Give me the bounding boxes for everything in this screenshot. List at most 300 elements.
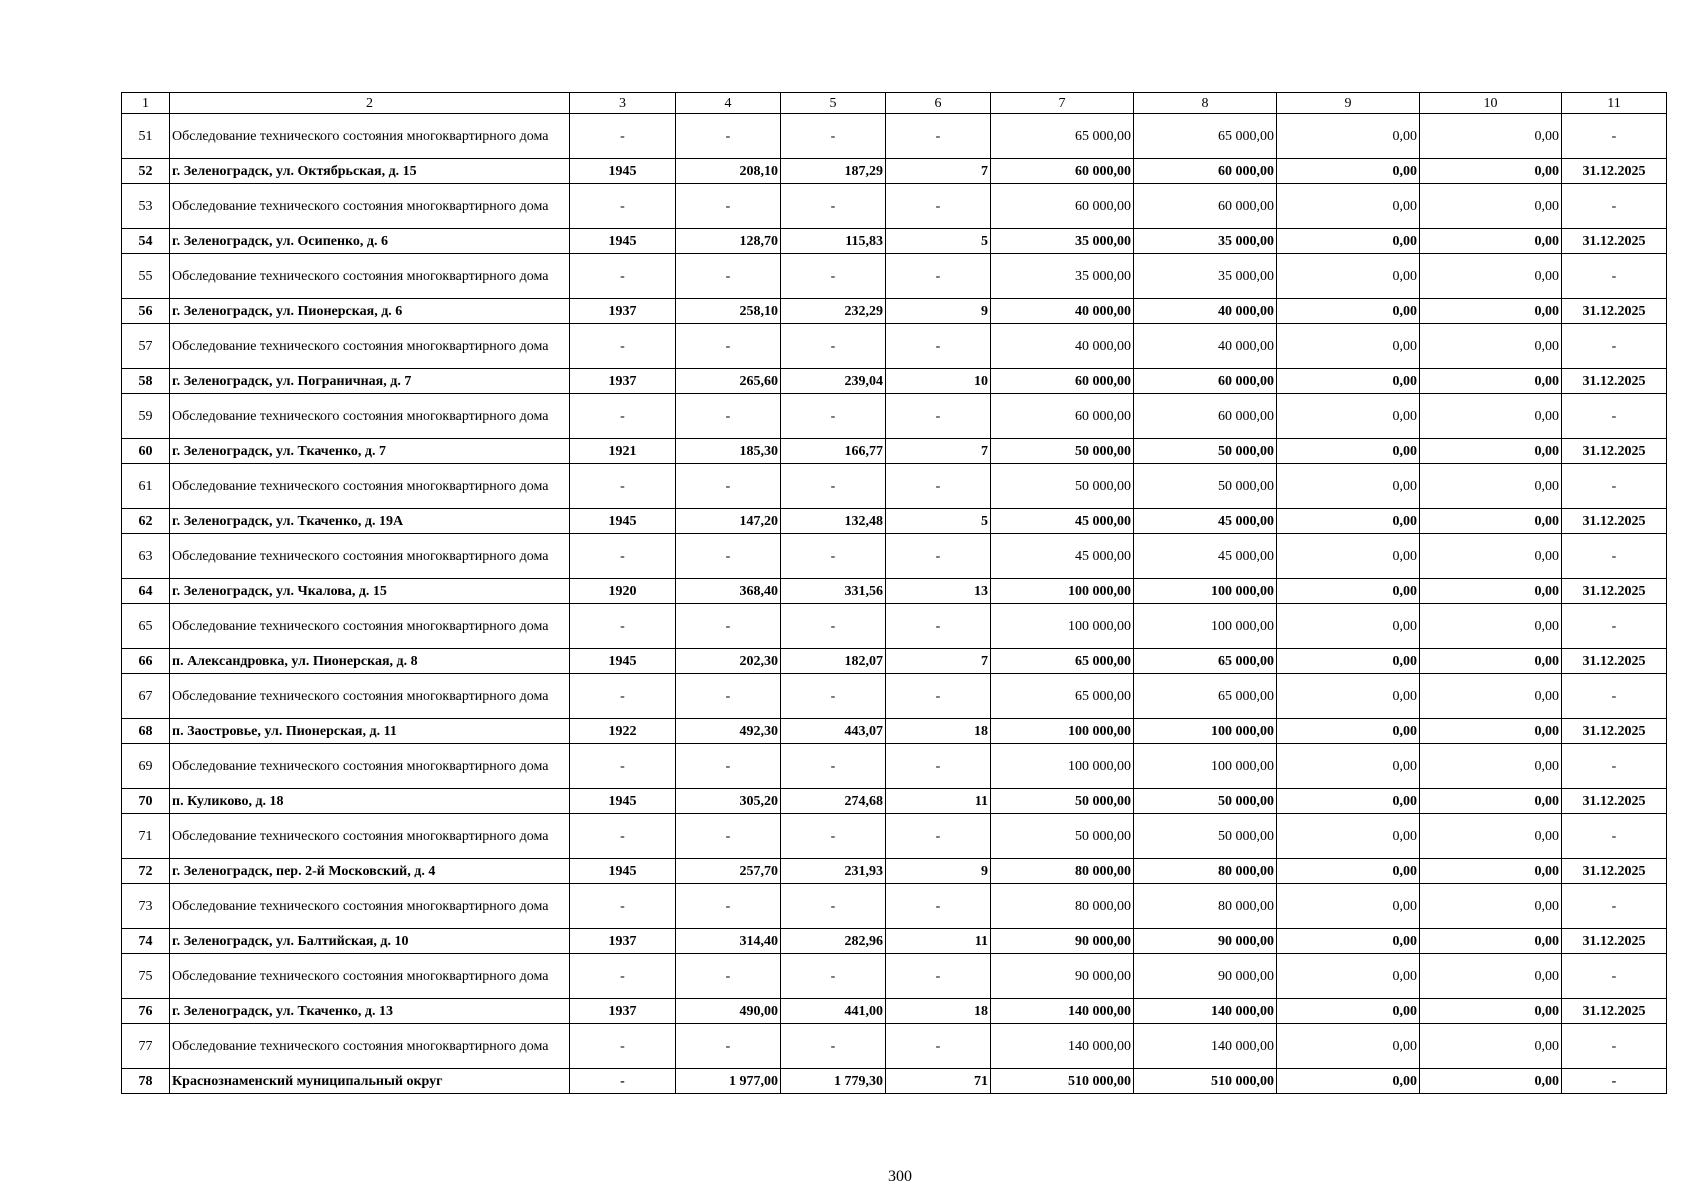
total-cost: 100 000,00 (991, 579, 1134, 604)
living-area: 187,29 (781, 159, 886, 184)
owner-funds: 0,00 (1420, 369, 1562, 394)
local-funds: 0,00 (1277, 1069, 1420, 1094)
apartments-count: - (886, 1024, 991, 1069)
total-area: - (676, 814, 781, 859)
total-area: - (676, 744, 781, 789)
local-funds: 0,00 (1277, 464, 1420, 509)
completion-date: - (1562, 744, 1667, 789)
total-area: - (676, 954, 781, 999)
living-area: - (781, 954, 886, 999)
total-cost: 60 000,00 (991, 369, 1134, 394)
regional-funds: 100 000,00 (1134, 579, 1277, 604)
build-year: - (570, 814, 676, 859)
row-number: 57 (122, 324, 170, 369)
column-number-row (122, 93, 1667, 114)
apartments-count: - (886, 464, 991, 509)
completion-date: 31.12.2025 (1562, 649, 1667, 674)
row-number: 62 (122, 509, 170, 534)
local-funds: 0,00 (1277, 859, 1420, 884)
total-cost: 80 000,00 (991, 859, 1134, 884)
table-row (122, 159, 1667, 184)
living-area: - (781, 814, 886, 859)
total-cost: 50 000,00 (991, 789, 1134, 814)
table-row (122, 464, 1667, 509)
build-year: - (570, 1069, 676, 1094)
apartments-count: - (886, 254, 991, 299)
owner-funds: 0,00 (1420, 254, 1562, 299)
completion-date: - (1562, 954, 1667, 999)
local-funds: 0,00 (1277, 324, 1420, 369)
apartments-count: - (886, 394, 991, 439)
column-number: 9 (1277, 93, 1420, 114)
completion-date: 31.12.2025 (1562, 719, 1667, 744)
apartments-count: 18 (886, 719, 991, 744)
owner-funds: 0,00 (1420, 789, 1562, 814)
local-funds: 0,00 (1277, 159, 1420, 184)
regional-funds: 100 000,00 (1134, 744, 1277, 789)
table-row (122, 184, 1667, 229)
owner-funds: 0,00 (1420, 929, 1562, 954)
row-number: 65 (122, 604, 170, 649)
row-number: 60 (122, 439, 170, 464)
regional-funds: 40 000,00 (1134, 324, 1277, 369)
apartments-count: 5 (886, 229, 991, 254)
total-area: 128,70 (676, 229, 781, 254)
row-number: 51 (122, 114, 170, 159)
row-description: г. Зеленоградск, пер. 2-й Московский, д. 4 (170, 859, 570, 884)
regional-funds: 35 000,00 (1134, 229, 1277, 254)
row-number: 54 (122, 229, 170, 254)
completion-date: - (1562, 814, 1667, 859)
build-year: 1945 (570, 789, 676, 814)
completion-date: 31.12.2025 (1562, 789, 1667, 814)
living-area: 231,93 (781, 859, 886, 884)
column-number: 6 (886, 93, 991, 114)
total-cost: 60 000,00 (991, 394, 1134, 439)
row-description: Обследование технического состояния многоквартирного дома (170, 464, 570, 509)
living-area: 239,04 (781, 369, 886, 394)
owner-funds: 0,00 (1420, 674, 1562, 719)
table-row (122, 859, 1667, 884)
row-description: Обследование технического состояния многоквартирного дома (170, 674, 570, 719)
row-description: Обследование технического состояния многоквартирного дома (170, 184, 570, 229)
total-area: - (676, 254, 781, 299)
local-funds: 0,00 (1277, 299, 1420, 324)
total-area: - (676, 534, 781, 579)
build-year: - (570, 1024, 676, 1069)
row-description: Обследование технического состояния многоквартирного дома (170, 324, 570, 369)
regional-funds: 510 000,00 (1134, 1069, 1277, 1094)
total-cost: 45 000,00 (991, 534, 1134, 579)
page-number: 300 (888, 1168, 912, 1185)
table-row (122, 534, 1667, 579)
regional-funds: 80 000,00 (1134, 884, 1277, 929)
local-funds: 0,00 (1277, 744, 1420, 789)
total-cost: 90 000,00 (991, 954, 1134, 999)
total-cost: 100 000,00 (991, 719, 1134, 744)
row-description: Обследование технического состояния многоквартирного дома (170, 394, 570, 439)
table-row (122, 1024, 1667, 1069)
build-year: 1945 (570, 509, 676, 534)
total-area: - (676, 184, 781, 229)
total-cost: 140 000,00 (991, 999, 1134, 1024)
regional-funds: 140 000,00 (1134, 1024, 1277, 1069)
owner-funds: 0,00 (1420, 814, 1562, 859)
total-area: - (676, 884, 781, 929)
row-number: 69 (122, 744, 170, 789)
total-area: - (676, 114, 781, 159)
completion-date: - (1562, 1069, 1667, 1094)
row-description: г. Зеленоградск, ул. Пограничная, д. 7 (170, 369, 570, 394)
table-row (122, 604, 1667, 649)
table-row (122, 324, 1667, 369)
table-row (122, 254, 1667, 299)
row-description: п. Куликово, д. 18 (170, 789, 570, 814)
table-row (122, 954, 1667, 999)
row-number: 67 (122, 674, 170, 719)
owner-funds: 0,00 (1420, 859, 1562, 884)
regional-funds: 50 000,00 (1134, 814, 1277, 859)
table-row (122, 299, 1667, 324)
total-cost: 35 000,00 (991, 229, 1134, 254)
completion-date: 31.12.2025 (1562, 579, 1667, 604)
total-cost: 90 000,00 (991, 929, 1134, 954)
living-area: 282,96 (781, 929, 886, 954)
row-description: г. Зеленоградск, ул. Ткаченко, д. 13 (170, 999, 570, 1024)
row-description: Обследование технического состояния многоквартирного дома (170, 534, 570, 579)
owner-funds: 0,00 (1420, 229, 1562, 254)
table-row (122, 114, 1667, 159)
owner-funds: 0,00 (1420, 719, 1562, 744)
total-cost: 65 000,00 (991, 649, 1134, 674)
local-funds: 0,00 (1277, 114, 1420, 159)
table-row (122, 814, 1667, 859)
row-number: 73 (122, 884, 170, 929)
row-description: Обследование технического состояния многоквартирного дома (170, 1024, 570, 1069)
total-cost: 65 000,00 (991, 674, 1134, 719)
row-description: Обследование технического состояния многоквартирного дома (170, 114, 570, 159)
apartments-count: 9 (886, 299, 991, 324)
table-row (122, 649, 1667, 674)
local-funds: 0,00 (1277, 719, 1420, 744)
completion-date: - (1562, 464, 1667, 509)
completion-date: 31.12.2025 (1562, 999, 1667, 1024)
table-row (122, 674, 1667, 719)
living-area: - (781, 114, 886, 159)
apartments-count: 18 (886, 999, 991, 1024)
owner-funds: 0,00 (1420, 394, 1562, 439)
apartments-count: 11 (886, 929, 991, 954)
build-year: 1945 (570, 649, 676, 674)
completion-date: 31.12.2025 (1562, 369, 1667, 394)
row-number: 75 (122, 954, 170, 999)
row-description: Краснознаменский муниципальный округ (170, 1069, 570, 1094)
local-funds: 0,00 (1277, 1024, 1420, 1069)
total-area: 257,70 (676, 859, 781, 884)
table-row (122, 1069, 1667, 1094)
column-number: 1 (122, 93, 170, 114)
total-area: 490,00 (676, 999, 781, 1024)
completion-date: - (1562, 114, 1667, 159)
regional-funds: 60 000,00 (1134, 394, 1277, 439)
living-area: - (781, 1024, 886, 1069)
build-year: - (570, 744, 676, 789)
regional-funds: 140 000,00 (1134, 999, 1277, 1024)
owner-funds: 0,00 (1420, 509, 1562, 534)
completion-date: - (1562, 534, 1667, 579)
total-cost: 60 000,00 (991, 184, 1134, 229)
row-description: г. Зеленоградск, ул. Чкалова, д. 15 (170, 579, 570, 604)
row-number: 72 (122, 859, 170, 884)
row-number: 64 (122, 579, 170, 604)
row-number: 53 (122, 184, 170, 229)
apartments-count: 5 (886, 509, 991, 534)
local-funds: 0,00 (1277, 789, 1420, 814)
completion-date: - (1562, 884, 1667, 929)
regional-funds: 65 000,00 (1134, 674, 1277, 719)
table-row (122, 789, 1667, 814)
local-funds: 0,00 (1277, 579, 1420, 604)
build-year: - (570, 324, 676, 369)
row-number: 71 (122, 814, 170, 859)
owner-funds: 0,00 (1420, 579, 1562, 604)
table-body (122, 93, 1667, 1094)
build-year: 1937 (570, 369, 676, 394)
completion-date: - (1562, 674, 1667, 719)
total-cost: 140 000,00 (991, 1024, 1134, 1069)
regional-funds: 40 000,00 (1134, 299, 1277, 324)
local-funds: 0,00 (1277, 369, 1420, 394)
completion-date: 31.12.2025 (1562, 299, 1667, 324)
total-area: 1 977,00 (676, 1069, 781, 1094)
build-year: 1937 (570, 929, 676, 954)
column-number: 2 (170, 93, 570, 114)
regional-funds: 100 000,00 (1134, 719, 1277, 744)
table-row (122, 369, 1667, 394)
row-description: Обследование технического состояния многоквартирного дома (170, 954, 570, 999)
living-area: 232,29 (781, 299, 886, 324)
apartments-count: 13 (886, 579, 991, 604)
column-number: 4 (676, 93, 781, 114)
owner-funds: 0,00 (1420, 744, 1562, 789)
column-number: 10 (1420, 93, 1562, 114)
build-year: 1945 (570, 229, 676, 254)
regional-funds: 90 000,00 (1134, 954, 1277, 999)
living-area: - (781, 254, 886, 299)
local-funds: 0,00 (1277, 999, 1420, 1024)
table-row (122, 394, 1667, 439)
total-area: - (676, 604, 781, 649)
living-area: 331,56 (781, 579, 886, 604)
living-area: 115,83 (781, 229, 886, 254)
total-area: 265,60 (676, 369, 781, 394)
total-cost: 510 000,00 (991, 1069, 1134, 1094)
row-number: 68 (122, 719, 170, 744)
completion-date: - (1562, 1024, 1667, 1069)
apartments-count: 7 (886, 439, 991, 464)
local-funds: 0,00 (1277, 534, 1420, 579)
table-row (122, 229, 1667, 254)
living-area: 1 779,30 (781, 1069, 886, 1094)
apartments-count: - (886, 674, 991, 719)
total-cost: 50 000,00 (991, 439, 1134, 464)
row-number: 52 (122, 159, 170, 184)
completion-date: - (1562, 254, 1667, 299)
build-year: - (570, 954, 676, 999)
regional-funds: 65 000,00 (1134, 114, 1277, 159)
build-year: - (570, 534, 676, 579)
row-description: Обследование технического состояния многоквартирного дома (170, 884, 570, 929)
row-number: 70 (122, 789, 170, 814)
local-funds: 0,00 (1277, 254, 1420, 299)
table-row (122, 929, 1667, 954)
column-number: 11 (1562, 93, 1667, 114)
row-number: 76 (122, 999, 170, 1024)
total-cost: 65 000,00 (991, 114, 1134, 159)
build-year: - (570, 254, 676, 299)
apartments-count: 9 (886, 859, 991, 884)
completion-date: 31.12.2025 (1562, 929, 1667, 954)
owner-funds: 0,00 (1420, 1069, 1562, 1094)
total-area: 258,10 (676, 299, 781, 324)
row-description: г. Зеленоградск, ул. Осипенко, д. 6 (170, 229, 570, 254)
row-number: 56 (122, 299, 170, 324)
total-cost: 40 000,00 (991, 324, 1134, 369)
apartments-count: - (886, 114, 991, 159)
total-area: 208,10 (676, 159, 781, 184)
row-description: г. Зеленоградск, ул. Ткаченко, д. 19А (170, 509, 570, 534)
data-table (121, 92, 1667, 1094)
regional-funds: 80 000,00 (1134, 859, 1277, 884)
total-area: - (676, 394, 781, 439)
local-funds: 0,00 (1277, 674, 1420, 719)
apartments-count: - (886, 184, 991, 229)
row-description: Обследование технического состояния многоквартирного дома (170, 254, 570, 299)
apartments-count: - (886, 604, 991, 649)
build-year: - (570, 464, 676, 509)
apartments-count: 11 (886, 789, 991, 814)
total-area: 368,40 (676, 579, 781, 604)
total-cost: 50 000,00 (991, 814, 1134, 859)
regional-funds: 50 000,00 (1134, 789, 1277, 814)
owner-funds: 0,00 (1420, 324, 1562, 369)
total-cost: 40 000,00 (991, 299, 1134, 324)
column-number: 5 (781, 93, 886, 114)
apartments-count: - (886, 744, 991, 789)
table-row (122, 884, 1667, 929)
apartments-count: - (886, 324, 991, 369)
regional-funds: 35 000,00 (1134, 254, 1277, 299)
column-number: 7 (991, 93, 1134, 114)
column-number: 3 (570, 93, 676, 114)
living-area: - (781, 324, 886, 369)
row-number: 61 (122, 464, 170, 509)
total-area: - (676, 674, 781, 719)
owner-funds: 0,00 (1420, 649, 1562, 674)
row-description: п. Александровка, ул. Пионерская, д. 8 (170, 649, 570, 674)
total-cost: 100 000,00 (991, 604, 1134, 649)
total-area: 314,40 (676, 929, 781, 954)
owner-funds: 0,00 (1420, 439, 1562, 464)
row-description: г. Зеленоградск, ул. Ткаченко, д. 7 (170, 439, 570, 464)
completion-date: 31.12.2025 (1562, 229, 1667, 254)
living-area: - (781, 884, 886, 929)
build-year: 1937 (570, 999, 676, 1024)
total-area: 147,20 (676, 509, 781, 534)
living-area: 274,68 (781, 789, 886, 814)
row-description: г. Зеленоградск, ул. Пионерская, д. 6 (170, 299, 570, 324)
build-year: - (570, 674, 676, 719)
owner-funds: 0,00 (1420, 299, 1562, 324)
living-area: 441,00 (781, 999, 886, 1024)
row-number: 59 (122, 394, 170, 439)
total-cost: 80 000,00 (991, 884, 1134, 929)
living-area: - (781, 184, 886, 229)
living-area: 132,48 (781, 509, 886, 534)
total-area: - (676, 324, 781, 369)
regional-funds: 45 000,00 (1134, 509, 1277, 534)
living-area: - (781, 744, 886, 789)
owner-funds: 0,00 (1420, 954, 1562, 999)
table-row (122, 439, 1667, 464)
owner-funds: 0,00 (1420, 114, 1562, 159)
build-year: - (570, 114, 676, 159)
apartments-count: - (886, 884, 991, 929)
total-area: 202,30 (676, 649, 781, 674)
owner-funds: 0,00 (1420, 604, 1562, 649)
row-number: 78 (122, 1069, 170, 1094)
build-year: 1945 (570, 859, 676, 884)
total-area: 492,30 (676, 719, 781, 744)
living-area: 182,07 (781, 649, 886, 674)
row-description: Обследование технического состояния многоквартирного дома (170, 604, 570, 649)
total-area: - (676, 464, 781, 509)
apartments-count: 7 (886, 649, 991, 674)
total-area: - (676, 1024, 781, 1069)
local-funds: 0,00 (1277, 184, 1420, 229)
apartments-count: - (886, 954, 991, 999)
apartments-count: - (886, 814, 991, 859)
living-area: 166,77 (781, 439, 886, 464)
local-funds: 0,00 (1277, 954, 1420, 999)
owner-funds: 0,00 (1420, 464, 1562, 509)
regional-funds: 60 000,00 (1134, 159, 1277, 184)
build-year: - (570, 184, 676, 229)
build-year: 1945 (570, 159, 676, 184)
owner-funds: 0,00 (1420, 1024, 1562, 1069)
row-description: г. Зеленоградск, ул. Октябрьская, д. 15 (170, 159, 570, 184)
regional-funds: 60 000,00 (1134, 184, 1277, 229)
build-year: 1937 (570, 299, 676, 324)
living-area: 443,07 (781, 719, 886, 744)
table-row (122, 999, 1667, 1024)
living-area: - (781, 674, 886, 719)
completion-date: 31.12.2025 (1562, 439, 1667, 464)
row-number: 58 (122, 369, 170, 394)
row-number: 55 (122, 254, 170, 299)
local-funds: 0,00 (1277, 884, 1420, 929)
table-row (122, 509, 1667, 534)
build-year: 1920 (570, 579, 676, 604)
total-cost: 35 000,00 (991, 254, 1134, 299)
apartments-count: 7 (886, 159, 991, 184)
row-description: Обследование технического состояния многоквартирного дома (170, 744, 570, 789)
row-number: 77 (122, 1024, 170, 1069)
table-row (122, 744, 1667, 789)
apartments-count: 71 (886, 1069, 991, 1094)
completion-date: 31.12.2025 (1562, 859, 1667, 884)
living-area: - (781, 534, 886, 579)
